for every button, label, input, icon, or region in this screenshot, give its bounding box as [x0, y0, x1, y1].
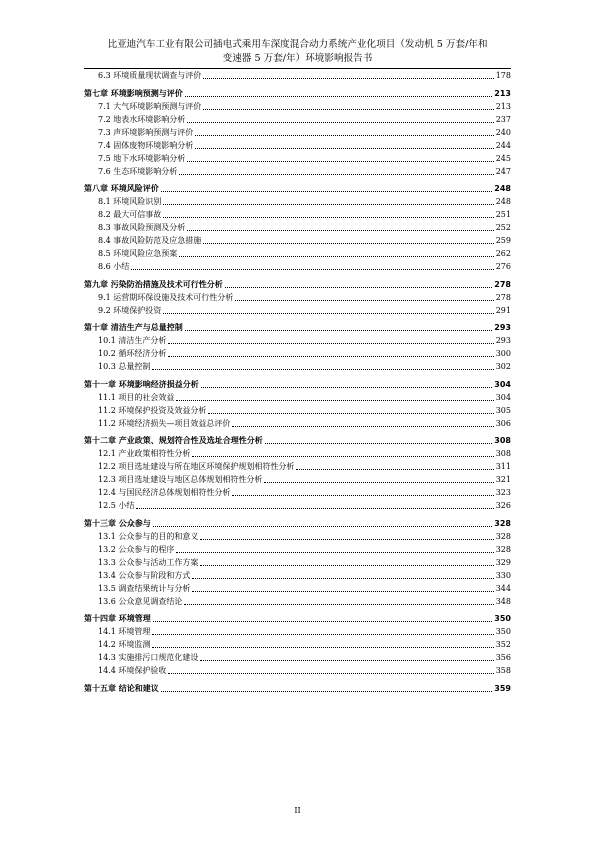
toc-section-entry[interactable]: [84, 112, 511, 125]
toc-entry-page: 326: [495, 501, 511, 510]
toc-entry-page: 278: [494, 279, 511, 289]
toc-entry-page: 352: [495, 640, 511, 649]
toc-dot-leader: [163, 217, 493, 218]
toc-entry-page: 213: [495, 101, 511, 111]
toc-section-entry[interactable]: [84, 151, 511, 164]
toc-section-entry[interactable]: [84, 594, 511, 607]
toc-entry-title: 第十四章 环境管理: [84, 614, 151, 623]
toc-entry-page: 251: [495, 210, 511, 219]
header-line-2: 变速器 5 万套/年）环境影响报告书: [222, 53, 373, 64]
toc-dot-leader: [153, 526, 493, 527]
page-number: II: [294, 806, 301, 815]
toc-entry-title: 第十章 清洁生产与总量控制: [84, 323, 183, 332]
toc-entry-title: 6.3 环境质量现状调查与评价: [98, 71, 202, 80]
toc-chapter-entry[interactable]: [84, 181, 511, 194]
toc-dot-leader: [176, 552, 493, 553]
toc-entry-title: 12.4 与国民经济总体规划相符性分析: [98, 488, 231, 497]
toc-entry-page: 237: [495, 114, 511, 124]
toc-entry-title: 8.4 事故风险防范及应急措施: [98, 236, 202, 245]
toc-dot-leader: [192, 456, 493, 457]
toc-section-entry[interactable]: [84, 663, 511, 676]
toc-entry-title: 14.1 环境管理: [98, 627, 151, 636]
toc-chapter-entry[interactable]: [84, 433, 511, 446]
toc-entry-title: 7.6 生态环境影响分析: [98, 166, 178, 176]
toc-dot-leader: [168, 356, 493, 357]
toc-section-entry[interactable]: [84, 485, 511, 498]
toc-entry-title: 第十五章 结论和建议: [84, 683, 159, 693]
toc-entry-page: 308: [495, 449, 511, 458]
toc-chapter-entry[interactable]: [84, 277, 511, 290]
toc-section-entry[interactable]: [84, 259, 511, 272]
table-of-contents: [84, 68, 511, 694]
toc-dot-leader: [161, 191, 493, 192]
toc-section-entry[interactable]: [84, 138, 511, 151]
toc-dot-leader: [152, 634, 493, 635]
toc-entry-title: 第十二章 产业政策、规划符合性及选址合理性分析: [84, 436, 263, 445]
toc-dot-leader: [192, 591, 493, 592]
toc-dot-leader: [184, 604, 493, 605]
toc-entry-title: 12.2 项目选址建设与所在地区环境保护规划相符性分析: [98, 462, 295, 471]
toc-entry-title: 第九章 污染防治措施及技术可行性分析: [84, 279, 223, 289]
toc-entry-title: 第七章 环境影响预测与评价: [84, 88, 183, 98]
toc-entry-page: 300: [495, 349, 511, 358]
toc-entry-page: 278: [495, 292, 511, 302]
toc-entry-title: 12.5 小结: [98, 501, 135, 510]
toc-entry-page: 252: [495, 223, 511, 232]
header-line-1: 比亚迪汽车工业有限公司插电式乘用车深度混合动力系统产业化项目（发动机 5 万套/年和: [107, 39, 488, 50]
toc-section-entry[interactable]: [84, 207, 511, 220]
toc-entry-page: 213: [494, 88, 511, 98]
toc-entry-title: 第十三章 公众参与: [84, 518, 151, 528]
toc-entry-title: 12.1 产业政策相符性分析: [98, 449, 191, 458]
toc-dot-leader: [185, 330, 493, 331]
toc-chapter-entry[interactable]: [84, 86, 511, 99]
toc-entry-page: 240: [495, 127, 511, 137]
toc-dot-leader: [179, 256, 493, 257]
toc-dot-leader: [187, 230, 493, 231]
toc-entry-title: 14.3 实施排污口规范化建设: [98, 653, 199, 662]
toc-entry-page: 248: [494, 184, 511, 193]
toc-dot-leader: [161, 691, 493, 692]
toc-entry-title: 9.1 运营期环保设施及技术可行性分析: [98, 292, 234, 302]
toc-dot-leader: [201, 387, 493, 388]
toc-section-entry[interactable]: [84, 459, 511, 472]
toc-entry-page: 305: [495, 405, 511, 415]
toc-entry-page: 259: [495, 236, 511, 245]
toc-section-entry[interactable]: [84, 529, 511, 542]
toc-section-entry[interactable]: [84, 194, 511, 207]
toc-entry-page: 311: [495, 462, 511, 471]
toc-entry-page: 308: [494, 436, 511, 445]
toc-entry-title: 7.2 地表水环境影响分析: [98, 114, 186, 124]
toc-section-entry[interactable]: [84, 542, 511, 555]
toc-entry-title: 8.2 最大可信事故: [98, 210, 162, 219]
toc-section-entry[interactable]: [84, 290, 511, 303]
toc-entry-page: 358: [495, 666, 511, 675]
toc-dot-leader: [203, 78, 493, 79]
toc-section-entry[interactable]: [84, 637, 511, 650]
toc-section-entry[interactable]: [84, 624, 511, 637]
toc-entry-title: 11.2 环境保护投资及效益分析: [98, 405, 207, 415]
toc-dot-leader: [232, 495, 493, 496]
toc-chapter-entry[interactable]: [84, 320, 511, 333]
toc-entry-title: 13.2 公众参与的程序: [98, 544, 175, 554]
toc-dot-leader: [208, 413, 493, 414]
toc-dot-leader: [131, 269, 493, 270]
toc-dot-leader: [168, 673, 493, 674]
toc-dot-leader: [195, 135, 493, 136]
toc-entry-page: 328: [495, 531, 511, 541]
toc-section-entry[interactable]: [84, 390, 511, 403]
toc-dot-leader: [163, 204, 493, 205]
toc-section-entry[interactable]: [84, 346, 511, 359]
toc-entry-title: 8.3 事故风险预测及分析: [98, 223, 186, 232]
toc-entry-title: 13.1 公众参与的目的和意义: [98, 531, 199, 541]
toc-entry-page: 350: [495, 627, 511, 636]
toc-dot-leader: [203, 109, 493, 110]
toc-entry-title: 13.5 调查结果统计与分析: [98, 583, 191, 593]
toc-entry-page: 291: [495, 305, 511, 315]
toc-entry-title: 8.6 小结: [98, 262, 130, 271]
toc-dot-leader: [163, 313, 493, 314]
toc-section-entry[interactable]: [84, 581, 511, 594]
toc-entry-page: 329: [495, 557, 511, 567]
toc-section-entry[interactable]: [84, 246, 511, 259]
toc-entry-title: 7.4 固体废物环境影响分析: [98, 140, 194, 150]
toc-dot-leader: [185, 96, 493, 97]
toc-entry-page: 328: [494, 518, 511, 528]
toc-entry-page: 304: [494, 379, 511, 389]
toc-section-entry[interactable]: [84, 568, 511, 581]
toc-chapter-entry[interactable]: [84, 611, 511, 624]
toc-section-entry[interactable]: [84, 359, 511, 372]
toc-dot-leader: [187, 122, 493, 123]
toc-entry-title: 11.1 项目的社会效益: [98, 392, 175, 402]
toc-dot-leader: [152, 369, 493, 370]
toc-section-entry[interactable]: [84, 472, 511, 485]
toc-section-entry[interactable]: [84, 220, 511, 233]
toc-dot-leader: [296, 469, 493, 470]
toc-section-entry[interactable]: [84, 233, 511, 246]
toc-entry-page: 245: [495, 153, 511, 163]
toc-dot-leader: [168, 343, 493, 344]
toc-entry-title: 10.1 清洁生产分析: [98, 336, 167, 345]
toc-entry-page: 356: [495, 653, 511, 662]
toc-dot-leader: [225, 287, 493, 288]
running-header: [84, 38, 511, 66]
toc-dot-leader: [152, 647, 493, 648]
toc-dot-leader: [264, 482, 493, 483]
toc-entry-page: 350: [494, 614, 511, 623]
toc-section-entry[interactable]: [84, 403, 511, 416]
toc-entry-page: 293: [495, 336, 511, 345]
toc-entry-title: 13.4 公众参与阶段和方式: [98, 570, 191, 580]
toc-entry-page: 293: [494, 323, 511, 332]
toc-section-entry[interactable]: [84, 164, 511, 177]
toc-entry-page: 276: [495, 262, 511, 271]
toc-entry-title: 13.6 公众意见调查结论: [98, 596, 183, 606]
toc-dot-leader: [153, 621, 493, 622]
toc-section-entry[interactable]: [84, 446, 511, 459]
toc-dot-leader: [179, 174, 493, 175]
toc-section-entry[interactable]: [84, 416, 511, 429]
toc-entry-page: 348: [495, 596, 511, 606]
toc-entry-page: 244: [495, 140, 511, 150]
toc-entry-title: 14.4 环境保护验收: [98, 666, 167, 675]
toc-entry-title: 第八章 环境风险评价: [84, 184, 159, 193]
toc-entry-page: 344: [495, 583, 511, 593]
toc-dot-leader: [136, 508, 493, 509]
toc-dot-leader: [203, 243, 493, 244]
toc-entry-title: 13.3 公众参与活动工作方案: [98, 557, 199, 567]
toc-dot-leader: [195, 148, 493, 149]
toc-dot-leader: [187, 161, 493, 162]
toc-entry-page: 302: [495, 362, 511, 371]
toc-entry-title: 7.3 声环境影响预测与评价: [98, 127, 194, 137]
toc-entry-page: 321: [495, 475, 511, 484]
toc-entry-page: 323: [495, 488, 511, 497]
toc-chapter-entry[interactable]: [84, 516, 511, 529]
toc-section-entry[interactable]: [84, 125, 511, 138]
toc-entry-page: 328: [495, 544, 511, 554]
toc-entry-title: 8.1 环境风险识别: [98, 197, 162, 206]
toc-entry-page: 248: [495, 197, 511, 206]
toc-entry-page: 247: [495, 166, 511, 176]
toc-entry-page: 306: [495, 418, 511, 428]
toc-dot-leader: [235, 300, 493, 301]
toc-dot-leader: [200, 565, 493, 566]
toc-entry-title: 9.2 环境保护投资: [98, 305, 162, 315]
toc-section-entry[interactable]: [84, 555, 511, 568]
toc-section-entry[interactable]: [84, 99, 511, 112]
toc-entry-page: 178: [495, 71, 511, 80]
toc-section-entry[interactable]: [84, 303, 511, 316]
toc-entry-page: 304: [495, 392, 511, 402]
toc-section-entry[interactable]: [84, 68, 511, 81]
toc-section-entry[interactable]: [84, 650, 511, 663]
toc-entry-title: 14.2 环境监测: [98, 640, 151, 649]
toc-entry-page: 262: [495, 249, 511, 258]
toc-entry-page: 359: [494, 683, 511, 693]
toc-dot-leader: [176, 400, 493, 401]
toc-section-entry[interactable]: [84, 333, 511, 346]
toc-entry-title: 10.3 总量控制: [98, 362, 151, 371]
toc-entry-title: 10.2 循环经济分析: [98, 349, 167, 358]
toc-entry-title: 11.2 环境经济损失—项目效益总评价: [98, 418, 231, 428]
toc-dot-leader: [200, 660, 493, 661]
toc-entry-page: 330: [495, 570, 511, 580]
toc-chapter-entry[interactable]: [84, 681, 511, 694]
toc-dot-leader: [232, 426, 493, 427]
toc-chapter-entry[interactable]: [84, 377, 511, 390]
toc-entry-title: 12.3 项目选址建设与地区总体规划相符性分析: [98, 475, 263, 484]
toc-entry-title: 7.1 大气环境影响预测与评价: [98, 101, 202, 111]
toc-entry-title: 第十一章 环境影响经济损益分析: [84, 379, 199, 389]
toc-dot-leader: [192, 578, 493, 579]
toc-dot-leader: [200, 539, 493, 540]
toc-entry-title: 7.5 地下水环境影响分析: [98, 153, 186, 163]
toc-entry-title: 8.5 环境风险应急预案: [98, 249, 178, 258]
toc-dot-leader: [265, 443, 493, 444]
toc-section-entry[interactable]: [84, 498, 511, 511]
